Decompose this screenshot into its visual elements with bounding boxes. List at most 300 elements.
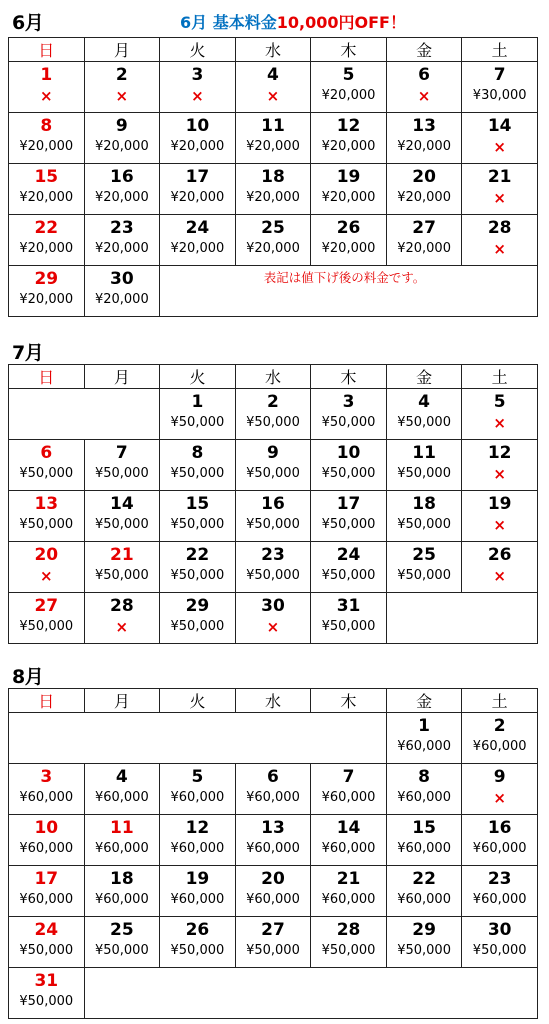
price-label: ¥20,000 — [321, 139, 376, 154]
day-cell[interactable] — [84, 113, 160, 164]
weekday-header: 月 — [84, 689, 160, 713]
unavailable-mark: × — [493, 240, 506, 258]
day-cell[interactable] — [235, 764, 311, 815]
day-cell[interactable] — [462, 713, 538, 764]
price-label: ¥60,000 — [397, 790, 451, 805]
week-row — [9, 389, 538, 440]
day-cell[interactable] — [235, 542, 311, 593]
price-label: ¥60,000 — [19, 790, 74, 805]
day-cell[interactable] — [160, 815, 236, 866]
price-label: ¥50,000 — [19, 943, 74, 958]
day-number: 27 — [34, 596, 59, 616]
price-label: ¥20,000 — [321, 88, 376, 103]
week-row — [9, 968, 538, 1019]
day-cell[interactable] — [462, 542, 538, 593]
day-number: 16 — [110, 167, 134, 187]
month-title-july: 7月 — [12, 342, 44, 364]
price-label: ¥50,000 — [19, 994, 74, 1009]
day-cell[interactable] — [84, 215, 160, 266]
price-label: ¥60,000 — [19, 892, 74, 907]
unavailable-mark: × — [266, 87, 280, 105]
day-number: 26 — [185, 920, 210, 940]
day-number: 5 — [191, 767, 204, 787]
day-number: 14 — [487, 116, 512, 136]
price-label: ¥50,000 — [19, 466, 74, 481]
day-number: 2 — [267, 392, 279, 412]
day-number: 25 — [261, 218, 285, 238]
day-cell[interactable] — [84, 491, 160, 542]
day-cell[interactable] — [84, 62, 160, 113]
day-cell[interactable] — [462, 113, 538, 164]
unavailable-mark: × — [493, 567, 506, 585]
price-label: ¥50,000 — [397, 943, 451, 958]
empty-cell — [84, 968, 537, 1019]
price-label: ¥60,000 — [246, 841, 300, 856]
day-cell[interactable] — [235, 815, 311, 866]
price-label: ¥50,000 — [94, 517, 149, 532]
day-cell[interactable] — [311, 215, 387, 266]
weekday-header-row — [9, 38, 538, 62]
day-number: 15 — [412, 818, 436, 838]
price-label: ¥20,000 — [19, 241, 74, 256]
day-number: 21 — [336, 869, 361, 889]
price-label: ¥50,000 — [321, 517, 376, 532]
day-number: 7 — [342, 767, 355, 787]
price-label: ¥20,000 — [94, 190, 149, 205]
day-cell[interactable] — [386, 440, 462, 491]
day-number: 31 — [336, 596, 361, 616]
price-label: ¥60,000 — [246, 790, 300, 805]
week-row — [9, 815, 538, 866]
calendar-july — [8, 364, 538, 644]
day-number: 20 — [412, 167, 436, 187]
day-cell[interactable] — [160, 866, 236, 917]
weekday-header: 水 — [235, 689, 311, 713]
weekday-header: 月 — [84, 365, 160, 389]
day-cell[interactable] — [9, 815, 85, 866]
price-label: ¥20,000 — [321, 241, 376, 256]
day-cell[interactable] — [235, 215, 311, 266]
price-label: ¥50,000 — [321, 466, 376, 481]
day-cell[interactable] — [386, 815, 462, 866]
day-number: 17 — [185, 167, 210, 187]
day-number: 5 — [342, 65, 355, 85]
day-cell[interactable] — [462, 815, 538, 866]
day-number: 22 — [412, 869, 436, 889]
day-number: 24 — [34, 920, 59, 940]
day-cell[interactable] — [235, 917, 311, 968]
price-label: ¥20,000 — [94, 139, 149, 154]
unavailable-mark: × — [115, 618, 129, 636]
day-cell[interactable] — [462, 164, 538, 215]
price-label: ¥50,000 — [246, 466, 300, 481]
price-label: ¥50,000 — [321, 415, 376, 430]
day-cell[interactable] — [9, 593, 85, 644]
price-label: ¥60,000 — [472, 892, 527, 907]
price-label: ¥50,000 — [472, 943, 527, 958]
day-number: 30 — [261, 596, 285, 616]
price-label: ¥50,000 — [397, 415, 451, 430]
promo-label: 基本料金 — [212, 13, 277, 32]
day-number: 20 — [261, 869, 285, 889]
week-row — [9, 491, 538, 542]
day-number: 9 — [267, 443, 279, 463]
price-label: ¥20,000 — [321, 190, 376, 205]
weekday-header: 日 — [9, 365, 85, 389]
day-number: 28 — [487, 218, 512, 238]
day-cell[interactable] — [84, 164, 160, 215]
day-cell[interactable] — [462, 917, 538, 968]
price-label: ¥50,000 — [246, 517, 300, 532]
day-cell[interactable] — [160, 542, 236, 593]
day-cell[interactable] — [386, 113, 462, 164]
week-row — [9, 866, 538, 917]
weekday-header: 水 — [235, 38, 311, 62]
weekday-header-row — [9, 689, 538, 713]
day-number: 22 — [185, 545, 210, 565]
price-label: ¥60,000 — [321, 790, 376, 805]
day-cell[interactable] — [84, 815, 160, 866]
day-number: 19 — [336, 167, 361, 187]
price-label: ¥50,000 — [19, 619, 74, 634]
price-label: ¥60,000 — [94, 790, 149, 805]
day-number: 21 — [487, 167, 512, 187]
day-cell[interactable] — [386, 164, 462, 215]
price-label: ¥60,000 — [246, 892, 300, 907]
day-cell[interactable] — [311, 815, 387, 866]
empty-cell — [9, 389, 160, 440]
day-number: 12 — [336, 116, 361, 136]
day-cell[interactable] — [235, 440, 311, 491]
price-label: ¥50,000 — [94, 568, 149, 583]
day-cell[interactable] — [160, 215, 236, 266]
day-cell[interactable] — [311, 389, 387, 440]
day-number: 27 — [412, 218, 436, 238]
day-cell[interactable] — [160, 491, 236, 542]
empty-cell — [386, 593, 537, 644]
day-number: 4 — [115, 767, 128, 787]
day-cell[interactable] — [160, 917, 236, 968]
day-number: 18 — [110, 869, 134, 889]
price-label: ¥20,000 — [170, 190, 225, 205]
week-row — [9, 593, 538, 644]
day-number: 1 — [40, 65, 53, 85]
price-label: ¥50,000 — [246, 415, 300, 430]
price-label: ¥20,000 — [246, 139, 300, 154]
day-number: 18 — [261, 167, 285, 187]
day-number: 24 — [185, 218, 210, 238]
price-label: ¥30,000 — [472, 88, 527, 103]
week-row — [9, 713, 538, 764]
weekday-header: 水 — [235, 365, 311, 389]
day-number: 21 — [110, 545, 134, 565]
day-cell[interactable] — [311, 542, 387, 593]
day-number: 28 — [110, 596, 134, 616]
day-cell[interactable] — [84, 440, 160, 491]
day-cell[interactable] — [235, 593, 311, 644]
day-number: 30 — [487, 920, 512, 940]
day-number: 7 — [115, 443, 128, 463]
day-cell[interactable] — [235, 389, 311, 440]
weekday-header: 土 — [462, 365, 538, 389]
day-number: 10 — [34, 818, 59, 838]
week-row — [9, 164, 538, 215]
weekday-header: 火 — [160, 38, 236, 62]
day-cell[interactable] — [84, 917, 160, 968]
day-cell[interactable] — [84, 764, 160, 815]
day-number: 8 — [418, 767, 431, 787]
day-number: 15 — [34, 167, 59, 187]
price-label: ¥50,000 — [170, 943, 225, 958]
day-number: 1 — [418, 716, 431, 736]
day-number: 9 — [493, 767, 506, 787]
day-cell[interactable] — [160, 164, 236, 215]
day-cell[interactable] — [386, 62, 462, 113]
weekday-header: 金 — [386, 365, 462, 389]
day-cell[interactable] — [386, 542, 462, 593]
day-cell[interactable] — [462, 215, 538, 266]
day-number: 8 — [40, 116, 53, 136]
day-number: 27 — [261, 920, 285, 940]
day-cell[interactable] — [84, 866, 160, 917]
day-number: 14 — [336, 818, 361, 838]
day-number: 13 — [261, 818, 285, 838]
day-cell[interactable] — [9, 62, 85, 113]
day-cell[interactable] — [311, 164, 387, 215]
day-cell[interactable] — [462, 62, 538, 113]
week-row — [9, 917, 538, 968]
day-cell[interactable] — [386, 866, 462, 917]
day-number: 16 — [487, 818, 512, 838]
day-cell[interactable] — [386, 764, 462, 815]
day-cell[interactable] — [462, 764, 538, 815]
weekday-header: 火 — [160, 365, 236, 389]
price-label: ¥20,000 — [397, 190, 451, 205]
price-label: ¥60,000 — [94, 841, 149, 856]
price-label: ¥20,000 — [19, 139, 74, 154]
day-cell[interactable] — [311, 440, 387, 491]
day-number: 25 — [412, 545, 436, 565]
weekday-header: 木 — [311, 38, 387, 62]
day-cell[interactable] — [160, 764, 236, 815]
calendar-june — [8, 37, 538, 317]
price-label: ¥60,000 — [397, 739, 451, 754]
day-cell[interactable] — [235, 491, 311, 542]
day-cell[interactable] — [84, 266, 160, 317]
day-cell[interactable] — [9, 266, 85, 317]
day-cell[interactable] — [311, 764, 387, 815]
price-label: ¥60,000 — [472, 739, 527, 754]
day-number: 29 — [34, 269, 59, 289]
day-number: 6 — [418, 65, 431, 85]
day-cell[interactable] — [311, 113, 387, 164]
price-label: ¥50,000 — [321, 568, 376, 583]
day-number: 25 — [110, 920, 134, 940]
unavailable-mark: × — [493, 414, 506, 432]
price-label: ¥20,000 — [397, 241, 451, 256]
day-number: 26 — [487, 545, 512, 565]
price-label: ¥60,000 — [19, 841, 74, 856]
day-cell[interactable] — [235, 62, 311, 113]
day-cell[interactable] — [462, 866, 538, 917]
weekday-header: 日 — [9, 38, 85, 62]
day-number: 13 — [412, 116, 436, 136]
promo-month: 6月 — [180, 13, 208, 32]
day-cell[interactable] — [311, 593, 387, 644]
day-cell[interactable] — [160, 593, 236, 644]
price-label: ¥20,000 — [94, 292, 149, 307]
week-row — [9, 542, 538, 593]
price-label: ¥60,000 — [397, 892, 451, 907]
price-label: ¥50,000 — [321, 943, 376, 958]
price-label: ¥60,000 — [321, 841, 376, 856]
price-label: ¥60,000 — [397, 841, 451, 856]
day-cell[interactable] — [160, 62, 236, 113]
day-number: 19 — [487, 494, 512, 514]
day-number: 28 — [336, 920, 361, 940]
price-label: ¥20,000 — [397, 139, 451, 154]
day-number: 19 — [185, 869, 210, 889]
day-number: 3 — [191, 65, 204, 85]
weekday-header: 土 — [462, 689, 538, 713]
price-label: ¥50,000 — [246, 943, 300, 958]
day-cell[interactable] — [311, 62, 387, 113]
day-cell[interactable] — [9, 764, 85, 815]
price-label: ¥60,000 — [321, 892, 376, 907]
day-number: 12 — [185, 818, 210, 838]
weekday-header: 月 — [84, 38, 160, 62]
unavailable-mark: × — [493, 189, 506, 207]
weekday-header: 木 — [311, 689, 387, 713]
empty-cell — [9, 713, 387, 764]
day-number: 24 — [336, 545, 361, 565]
day-number: 12 — [487, 443, 512, 463]
day-cell[interactable] — [235, 113, 311, 164]
day-number: 17 — [34, 869, 59, 889]
day-number: 22 — [34, 218, 59, 238]
price-label: ¥50,000 — [94, 466, 149, 481]
day-cell[interactable] — [386, 917, 462, 968]
day-cell[interactable] — [84, 542, 160, 593]
day-cell[interactable] — [386, 389, 462, 440]
day-cell[interactable] — [386, 215, 462, 266]
day-cell[interactable] — [84, 593, 160, 644]
day-cell[interactable] — [235, 866, 311, 917]
day-number: 6 — [267, 767, 279, 787]
day-cell[interactable] — [462, 491, 538, 542]
day-number: 29 — [185, 596, 210, 616]
day-cell[interactable] — [9, 968, 85, 1019]
day-cell[interactable] — [9, 542, 85, 593]
price-label: ¥50,000 — [94, 943, 149, 958]
price-label: ¥50,000 — [170, 517, 225, 532]
month-title-august: 8月 — [12, 666, 44, 688]
day-cell[interactable] — [311, 917, 387, 968]
promo-banner — [180, 10, 406, 33]
day-number: 6 — [40, 443, 53, 463]
unavailable-mark: × — [115, 87, 129, 105]
unavailable-mark: × — [493, 465, 506, 483]
week-row — [9, 113, 538, 164]
day-cell[interactable] — [311, 866, 387, 917]
week-row — [9, 764, 538, 815]
unavailable-mark: × — [39, 567, 53, 585]
weekday-header: 日 — [9, 689, 85, 713]
day-cell[interactable] — [9, 866, 85, 917]
day-cell[interactable] — [462, 389, 538, 440]
week-row — [9, 266, 538, 317]
day-number: 7 — [493, 65, 506, 85]
day-number: 30 — [110, 269, 134, 289]
price-label: ¥20,000 — [170, 241, 225, 256]
day-number: 16 — [261, 494, 285, 514]
weekday-header: 土 — [462, 38, 538, 62]
day-cell[interactable] — [9, 215, 85, 266]
promo-discount: 10,000円OFF！ — [276, 13, 406, 32]
day-cell[interactable] — [9, 440, 85, 491]
day-cell[interactable] — [9, 113, 85, 164]
unavailable-mark: × — [191, 87, 204, 105]
price-label: ¥60,000 — [472, 841, 527, 856]
day-cell[interactable] — [160, 440, 236, 491]
price-label: ¥60,000 — [170, 892, 225, 907]
day-number: 10 — [185, 116, 210, 136]
day-cell[interactable] — [462, 440, 538, 491]
price-label: ¥50,000 — [170, 619, 225, 634]
day-cell[interactable] — [386, 491, 462, 542]
day-number: 13 — [34, 494, 59, 514]
weekday-header: 木 — [311, 365, 387, 389]
day-number: 15 — [185, 494, 210, 514]
day-cell[interactable] — [9, 917, 85, 968]
day-cell[interactable] — [9, 164, 85, 215]
price-label: ¥50,000 — [170, 466, 225, 481]
day-number: 1 — [191, 392, 204, 412]
weekday-header: 金 — [386, 689, 462, 713]
day-cell[interactable] — [160, 389, 236, 440]
price-label: ¥50,000 — [321, 619, 376, 634]
weekday-header: 金 — [386, 38, 462, 62]
day-number: 18 — [412, 494, 436, 514]
day-cell[interactable] — [160, 113, 236, 164]
unavailable-mark: × — [493, 138, 506, 156]
day-number: 9 — [115, 116, 128, 136]
day-number: 3 — [342, 392, 355, 412]
price-label: ¥20,000 — [246, 190, 300, 205]
unavailable-mark: × — [266, 618, 280, 636]
day-number: 29 — [412, 920, 436, 940]
day-number: 26 — [336, 218, 361, 238]
weekday-header: 火 — [160, 689, 236, 713]
unavailable-mark: × — [417, 87, 431, 105]
unavailable-mark: × — [39, 87, 53, 105]
unavailable-mark: × — [493, 516, 506, 534]
calendar-august — [8, 688, 538, 1019]
week-row — [9, 440, 538, 491]
price-label: ¥60,000 — [94, 892, 149, 907]
day-cell[interactable] — [311, 491, 387, 542]
price-label: ¥50,000 — [170, 568, 225, 583]
day-cell[interactable] — [235, 164, 311, 215]
price-label: ¥20,000 — [170, 139, 225, 154]
day-cell[interactable] — [386, 713, 462, 764]
price-note: 表記は値下げ後の料金です。 — [160, 266, 538, 317]
day-cell[interactable] — [9, 491, 85, 542]
day-number: 23 — [110, 218, 134, 238]
day-number: 11 — [261, 116, 285, 136]
price-label: ¥50,000 — [170, 415, 225, 430]
price-label: ¥20,000 — [94, 241, 149, 256]
